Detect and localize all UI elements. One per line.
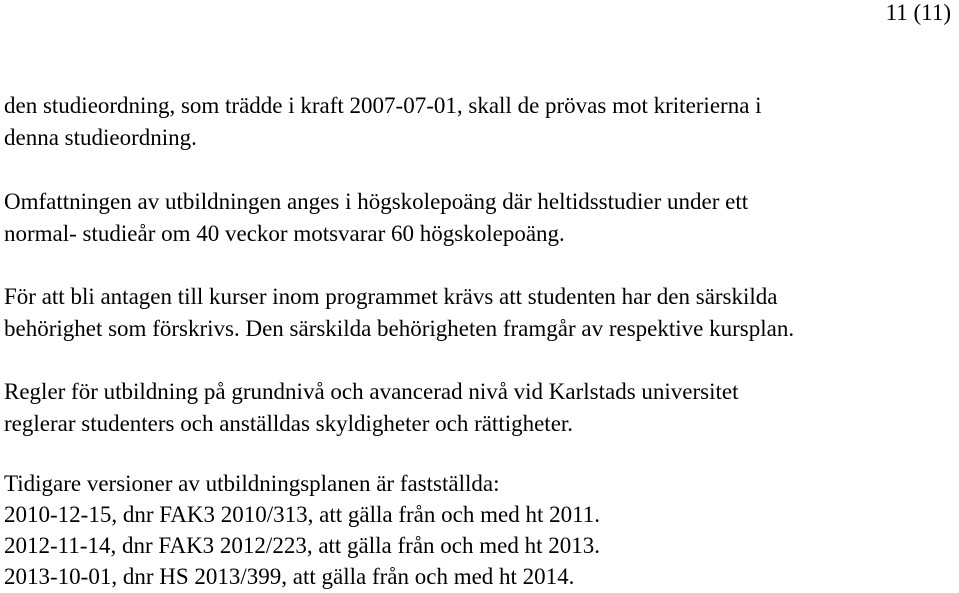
version-entry: 2012-11-14, dnr FAK3 2012/223, att gälla från och med ht 2013. — [4, 533, 600, 558]
paragraph-line: För att bli antagen till kurser inom programmet krävs att studenten har den särskilda — [4, 284, 778, 309]
paragraph-line: den studieordning, som trädde i kraft 2007-07-01, skall de prövas mot kriterierna i — [4, 93, 762, 118]
paragraph-previous-versions — [4, 468, 949, 592]
page-number: 11 (11) — [885, 0, 951, 25]
paragraph-admission-requirements — [4, 281, 949, 345]
paragraph-line: Omfattningen av utbildningen anges i högskolepoäng där heltidsstudier under ett — [4, 189, 749, 214]
version-entry: 2010-12-15, dnr FAK3 2010/313, att gälla från och med ht 2011. — [4, 502, 600, 527]
version-entry: 2013-10-01, dnr HS 2013/399, att gälla från och med ht 2014. — [4, 564, 575, 589]
paragraph-line: Regler för utbildning på grundnivå och avancerad nivå vid Karlstads universitet — [4, 379, 739, 404]
paragraph-line: normal- studieår om 40 veckor motsvarar 60 högskolepoäng. — [4, 221, 565, 246]
paragraph-transition-rules — [4, 90, 949, 154]
paragraph-line: reglerar studenters och anställdas skyldigheter och rättigheter. — [4, 411, 574, 436]
paragraph-line: denna studieordning. — [4, 125, 197, 150]
paragraph-credits — [4, 186, 949, 250]
paragraph-line: Tidigare versioner av utbildningsplanen är fastställda: — [4, 471, 500, 496]
paragraph-regulations — [4, 376, 949, 440]
paragraph-line: behörighet som förskrivs. Den särskilda behörigheten framgår av respektive kursplan. — [4, 316, 795, 341]
